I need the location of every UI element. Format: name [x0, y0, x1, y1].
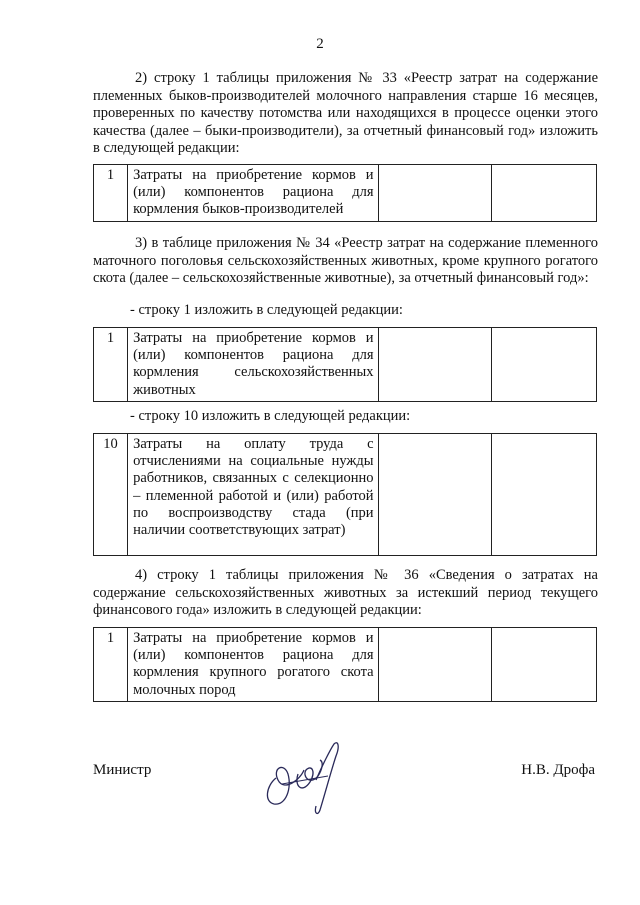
- table-row: [94, 328, 597, 402]
- row-text: Затраты на приобретение кормов и (или) компонентов рациона для кормления быков-производителей: [128, 165, 378, 222]
- empty-cell: [491, 328, 596, 402]
- table-row: [94, 434, 597, 556]
- page-number: 2: [316, 36, 324, 52]
- table-row: [94, 165, 597, 222]
- table-item-3b: [93, 433, 597, 556]
- row-text: Затраты на оплату труда с отчислениями на социальные нужды работников, связанных с селекционно – племенной работой и (или) работой по воспроизводству стада (при наличии соответствующих затрат): [128, 434, 378, 556]
- row-number: 1: [94, 328, 128, 402]
- paragraph-item-3: [93, 235, 598, 288]
- empty-cell: [491, 165, 596, 222]
- empty-cell: [491, 628, 596, 702]
- empty-cell: [378, 628, 491, 702]
- table-row: [94, 628, 597, 702]
- instruction-row-10: - строку 10 изложить в следующей редакции:: [130, 408, 411, 424]
- table-item-3a: [93, 327, 597, 402]
- empty-cell: [378, 165, 491, 222]
- empty-cell: [491, 434, 596, 556]
- row-number: 10: [94, 434, 128, 556]
- row-text: Затраты на приобретение кормов и (или) компонентов рациона для кормления сельскохозяйственных животных: [128, 328, 378, 402]
- row-text: Затраты на приобретение кормов и (или) компонентов рациона для кормления крупного рогатого скота молочных пород: [128, 628, 378, 702]
- paragraph-item-4-text: 4) строку 1 таблицы приложения № 36 «Сведения о затратах на содержание сельскохозяйственных животных за истекший период текущего финансового года» изложить в следующей редакции:: [93, 567, 598, 618]
- row-number: 1: [94, 628, 128, 702]
- paragraph-item-4: [93, 567, 598, 620]
- table-item-4: [93, 627, 597, 702]
- minister-title: Министр: [93, 762, 152, 778]
- table-item-2: [93, 164, 597, 222]
- instruction-row-1: - строку 1 изложить в следующей редакции:: [130, 302, 403, 318]
- row-number: 1: [94, 165, 128, 222]
- empty-cell: [378, 328, 491, 402]
- paragraph-item-2-text: 2) строку 1 таблицы приложения № 33 «Реестр затрат на содержание племенных быков-производителей молочного направления старше 16 месяцев, проверенных по качеству потомства или находящихся в процессе оценки этого качества (далее – быки-производители), за отчетный финансовый год» изложить в следующей редакции:: [93, 70, 598, 156]
- signer-name: Н.В. Дрофа: [521, 762, 595, 778]
- paragraph-item-2: [93, 70, 598, 158]
- paragraph-item-3-text: 3) в таблице приложения № 34 «Реестр затрат на содержание племенного маточного поголовья сельскохозяйственных животных, кроме крупного рогатого скота (далее – сельскохозяйственные животные), за отчетный финансовый год»:: [93, 235, 598, 286]
- signature-image: [258, 740, 348, 820]
- empty-cell: [378, 434, 491, 556]
